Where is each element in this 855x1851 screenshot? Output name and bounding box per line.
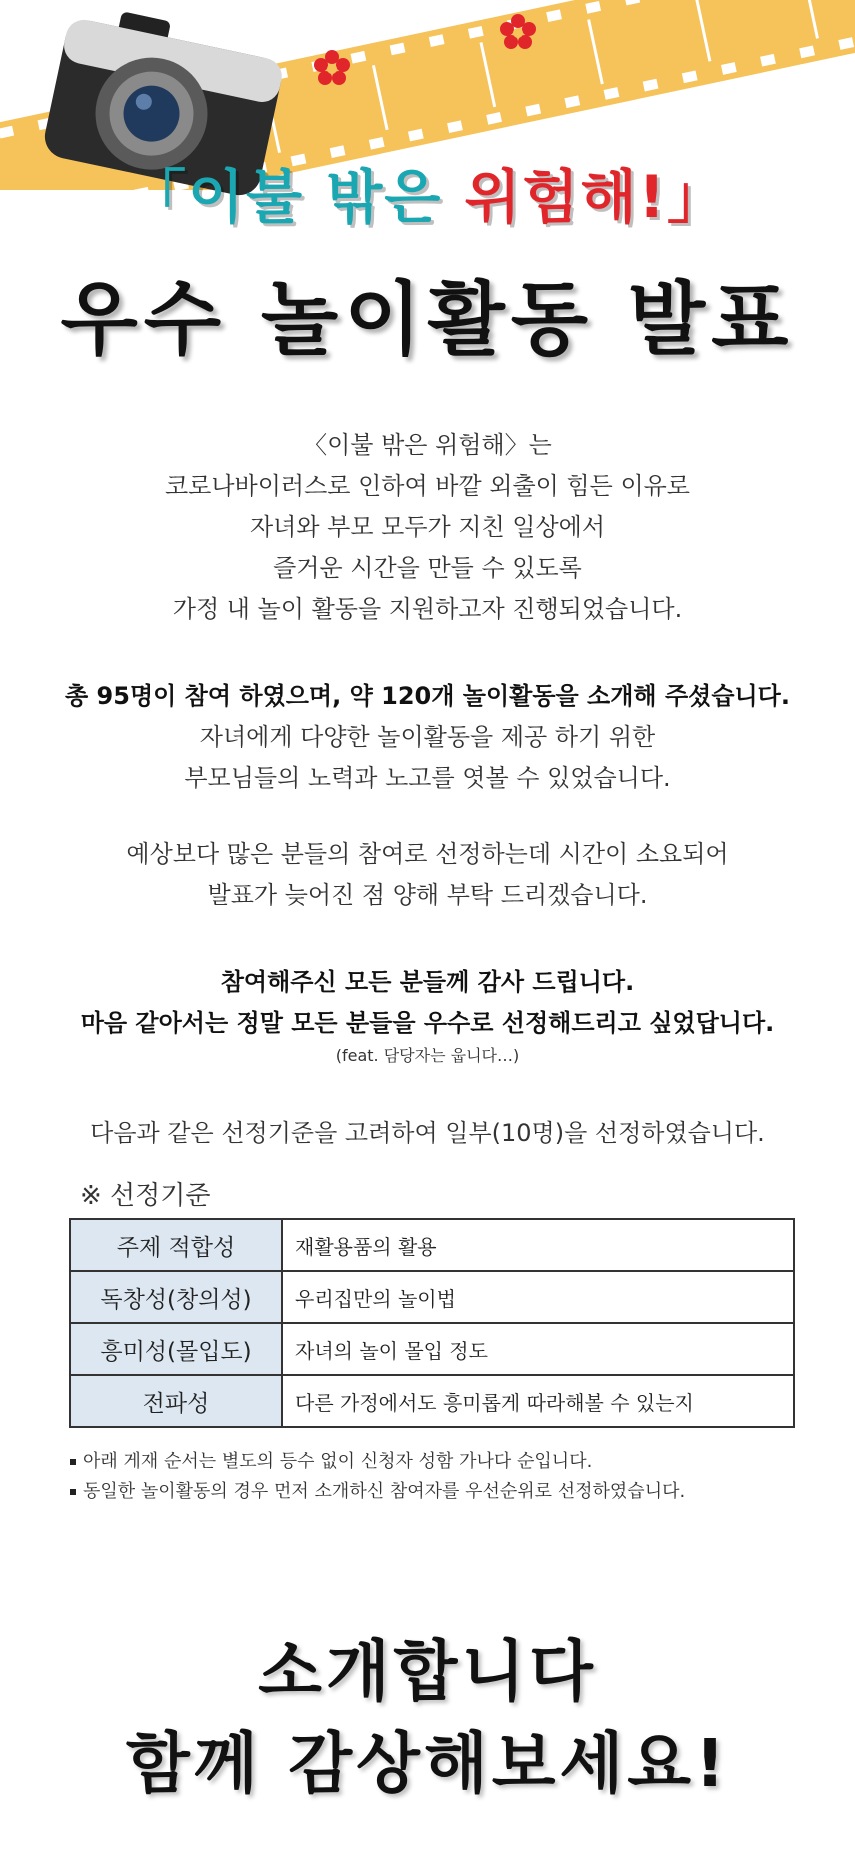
intro-line: 즐거운 시간을 만들 수 있도록 (273, 554, 582, 582)
event-title (0, 150, 855, 234)
list-item (70, 1477, 685, 1507)
bullet-icon (70, 1489, 76, 1495)
table-row (70, 1323, 794, 1375)
note-text: 동일한 놀이활동의 경우 먼저 소개하신 참여자를 우선순위로 선정하였습니다. (83, 1481, 686, 1502)
participation-paragraph (0, 676, 855, 799)
intro-paragraph (0, 425, 855, 630)
thanks-paragraph (0, 962, 855, 1044)
intro-line: 〈이불 밖은 위험해〉는 (303, 431, 552, 459)
closing-line-1: 소개합니다 (258, 1633, 597, 1710)
criteria-value: 다른 가정에서도 흥미롭게 따라해볼 수 있는지 (282, 1375, 794, 1427)
event-title-part2: 」 (667, 163, 728, 231)
participation-highlight: 총 95명이 참여 하였으며, 약 120개 놀이활동을 소개해 주셨습니다. (65, 682, 790, 710)
criteria-key: 흥미성(몰입도) (70, 1323, 282, 1375)
intro-line: 가정 내 놀이 활동을 지원하고자 진행되었습니다. (172, 595, 683, 623)
selection-note: 다음과 같은 선정기준을 고려하여 일부(10명)을 선정하였습니다. (90, 1119, 765, 1147)
criteria-key: 전파성 (70, 1375, 282, 1427)
table-row (70, 1375, 794, 1427)
feat-note: (feat. 담당자는 웁니다…) (335, 1046, 520, 1065)
delay-line: 예상보다 많은 분들의 참여로 선정하는데 시간이 소요되어 (126, 840, 729, 868)
delay-notice (0, 834, 855, 916)
bullet-icon (70, 1459, 76, 1465)
delay-line: 발표가 늦어진 점 양해 부탁 드리겠습니다. (207, 881, 648, 909)
participation-line: 부모님들의 노력과 노고를 엿볼 수 있었습니다. (184, 764, 671, 792)
main-title: 우수 놀이활동 발표 (60, 273, 795, 366)
criteria-key: 주제 적합성 (70, 1219, 282, 1271)
list-item (70, 1447, 685, 1477)
thanks-line: 마음 같아서는 정말 모든 분들을 우수로 선정해드리고 싶었답니다. (80, 1009, 775, 1037)
intro-line: 자녀와 부모 모두가 지친 일상에서 (249, 513, 606, 541)
event-title-accent: 위험해! (464, 163, 668, 231)
participation-line: 자녀에게 다양한 놀이활동을 제공 하기 위한 (199, 723, 656, 751)
flower-icon (312, 48, 352, 88)
event-title-part1: 「이불 밖은 (127, 163, 465, 231)
criteria-heading: ※ 선정기준 (80, 1181, 211, 1211)
closing-line-2: 함께 감상해보세요! (125, 1725, 730, 1802)
note-text: 아래 게재 순서는 별도의 등수 없이 신청자 성함 가나다 순입니다. (83, 1451, 593, 1472)
table-row (70, 1219, 794, 1271)
criteria-key: 독창성(창의성) (70, 1271, 282, 1323)
criteria-table (69, 1218, 795, 1428)
criteria-value: 재활용품의 활용 (282, 1219, 794, 1271)
flower-icon (498, 12, 538, 52)
criteria-value: 우리집만의 놀이법 (282, 1271, 794, 1323)
table-row (70, 1271, 794, 1323)
thanks-line: 참여해주신 모든 분들께 감사 드립니다. (220, 968, 635, 996)
intro-line: 코로나바이러스로 인하여 바깥 외출이 힘든 이유로 (164, 472, 690, 500)
criteria-value: 자녀의 놀이 몰입 정도 (282, 1323, 794, 1375)
notes-list (70, 1447, 685, 1507)
